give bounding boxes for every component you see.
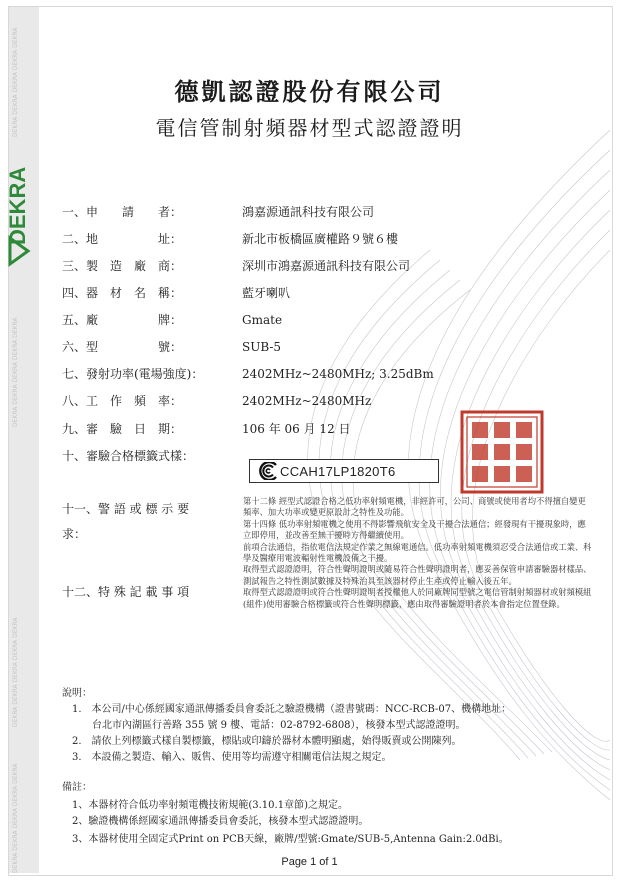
explanation-item: 1. 本公司/中心係經國家通訊傳播委員會委託之驗證機構（證書號碼：NCC-RCB-07、機構地址： (72, 704, 512, 715)
approval-code: CCAH17LP1820T6 (280, 463, 396, 479)
field-label: 七、發射功率(電場強度)： (62, 367, 204, 381)
dekra-logo (2, 132, 36, 272)
warning-label-cont: 求： (62, 527, 87, 541)
remarks-title: 備註： (62, 782, 92, 793)
field-value: 106 年 06 月 12 日 (242, 422, 351, 436)
field-value: Gmate (242, 313, 283, 327)
watermark-text: DEKRA DEKRA DEKRA DEKRA DEKRA (12, 317, 19, 427)
watermark-text: DEKRA DEKRA DEKRA DEKRA DEKRA (12, 617, 19, 727)
remark-item: 2、驗證機構係經國家通訊傳播委員會委託，核發本型式認證證明。 (72, 816, 369, 827)
field-value: 藍牙喇叭 (242, 286, 291, 300)
warning-paragraph: 取得型式認證證明或符合性聲明證明者授權他人於同廠牌同型號之電信管制射頻器材或射頻模組(組件)使用審驗合格標籤或符合性聲明標籤，應由取得審驗證明者於本會指定位置登錄。 (243, 587, 592, 609)
warning-label: 十一、警 語 或 標 示 要 (62, 502, 190, 516)
field-value: 新北市板橋區廣權路９號６樓 (242, 232, 399, 246)
warning-paragraph: 第十四條 低功率射頻電機之使用不得影響飛航安全及干擾合法通信；經發現有干擾現象時，應立即停用，並改善至無干擾時方得繼續使用。 (243, 518, 586, 541)
page-number: Page 1 of 1 (281, 856, 338, 868)
approval-label-box (249, 459, 439, 483)
field-value: SUB-5 (242, 340, 282, 354)
field-value: 鴻嘉源通訊科技有限公司 (242, 205, 375, 219)
field-value: 2402MHz~2480MHz; 3.25dBm (242, 367, 434, 381)
field-label: 六、型 號： (62, 340, 183, 354)
field-label: 一、申 請 者： (62, 205, 183, 219)
field-label: 八、工 作 頻 率： (62, 394, 183, 408)
company-title: 德凱認證股份有限公司 (174, 77, 445, 106)
warning-text-block (243, 496, 593, 610)
explanation-item: 2. 請依上列標籤式樣自製標籤，標貼或印鑄於器材本體明顯處，始得販賣或公開陳列。 (72, 736, 462, 747)
warning-paragraph: 取得型式認證證明，符合性聲明證明或隨易符合性聲明證明者，應妥善保管申請審驗器材樣品、測試報告之特性測試數據及特殊治具至該器材停止生產或停止輸入後五年。 (243, 564, 592, 586)
dekra-logo-text: DEKRA (5, 166, 30, 245)
field-label: 三、製 造 廠 商： (62, 259, 183, 273)
field-value: 2402MHz~2480MHz (242, 394, 372, 408)
warning-paragraph: 前項合法通信，指依電信法規定作業之無線電通信。低功率射頻電機須忍受合法通信或工業、科學及醫療用電波輻射性電機設備之干擾。 (243, 541, 592, 564)
explanation-title: 說明： (62, 688, 92, 699)
ncc-logo-icon (256, 462, 278, 480)
field-label: 二、地 址： (62, 232, 183, 246)
special-notes-label: 十二、特 殊 記 載 事 項 (62, 585, 190, 599)
watermark-text: DEKRA DEKRA DEKRA DEKRA DEKRA (12, 763, 19, 873)
explanation-item: 台北市內湖區行善路 355 號 9 樓、電話：02-8792-6808），核發本型式認證證明。 (92, 720, 466, 731)
company-seal-stamp (460, 410, 544, 494)
field-label: 五、廠 牌： (62, 313, 183, 327)
explanation-item: 3. 本設備之製造、輸入、販售、使用等均需遵守相關電信法規之規定。 (72, 752, 392, 763)
remark-item: 1、本器材符合低功率射頻電機技術規範(3.10.1章節)之規定。 (72, 800, 348, 811)
field-label: 四、器 材 名 稱： (62, 286, 183, 300)
field-label: 九、審 驗 日 期： (62, 422, 183, 436)
field-value: 深圳市鴻嘉源通訊科技有限公司 (242, 259, 411, 273)
certificate-subtitle: 電信管制射頻器材型式認證證明 (155, 116, 464, 140)
watermark-text: DEKRA DEKRA DEKRA DEKRA DEKRA (12, 27, 19, 137)
field-label: 十、審驗合格標籤式樣： (62, 449, 195, 463)
warning-paragraph: 第十二條 經型式認證合格之低功率射頻電機，非經許可，公司、商號或使用者均不得擅自變更頻率、加大功率或變更原設計之特性及功能。 (243, 496, 586, 518)
remark-item: 3、本器材使用全固定式Print on PCB天線，廠牌/型號:Gmate/SUB-5,Antenna Gain:2.0dBi。 (72, 834, 509, 845)
